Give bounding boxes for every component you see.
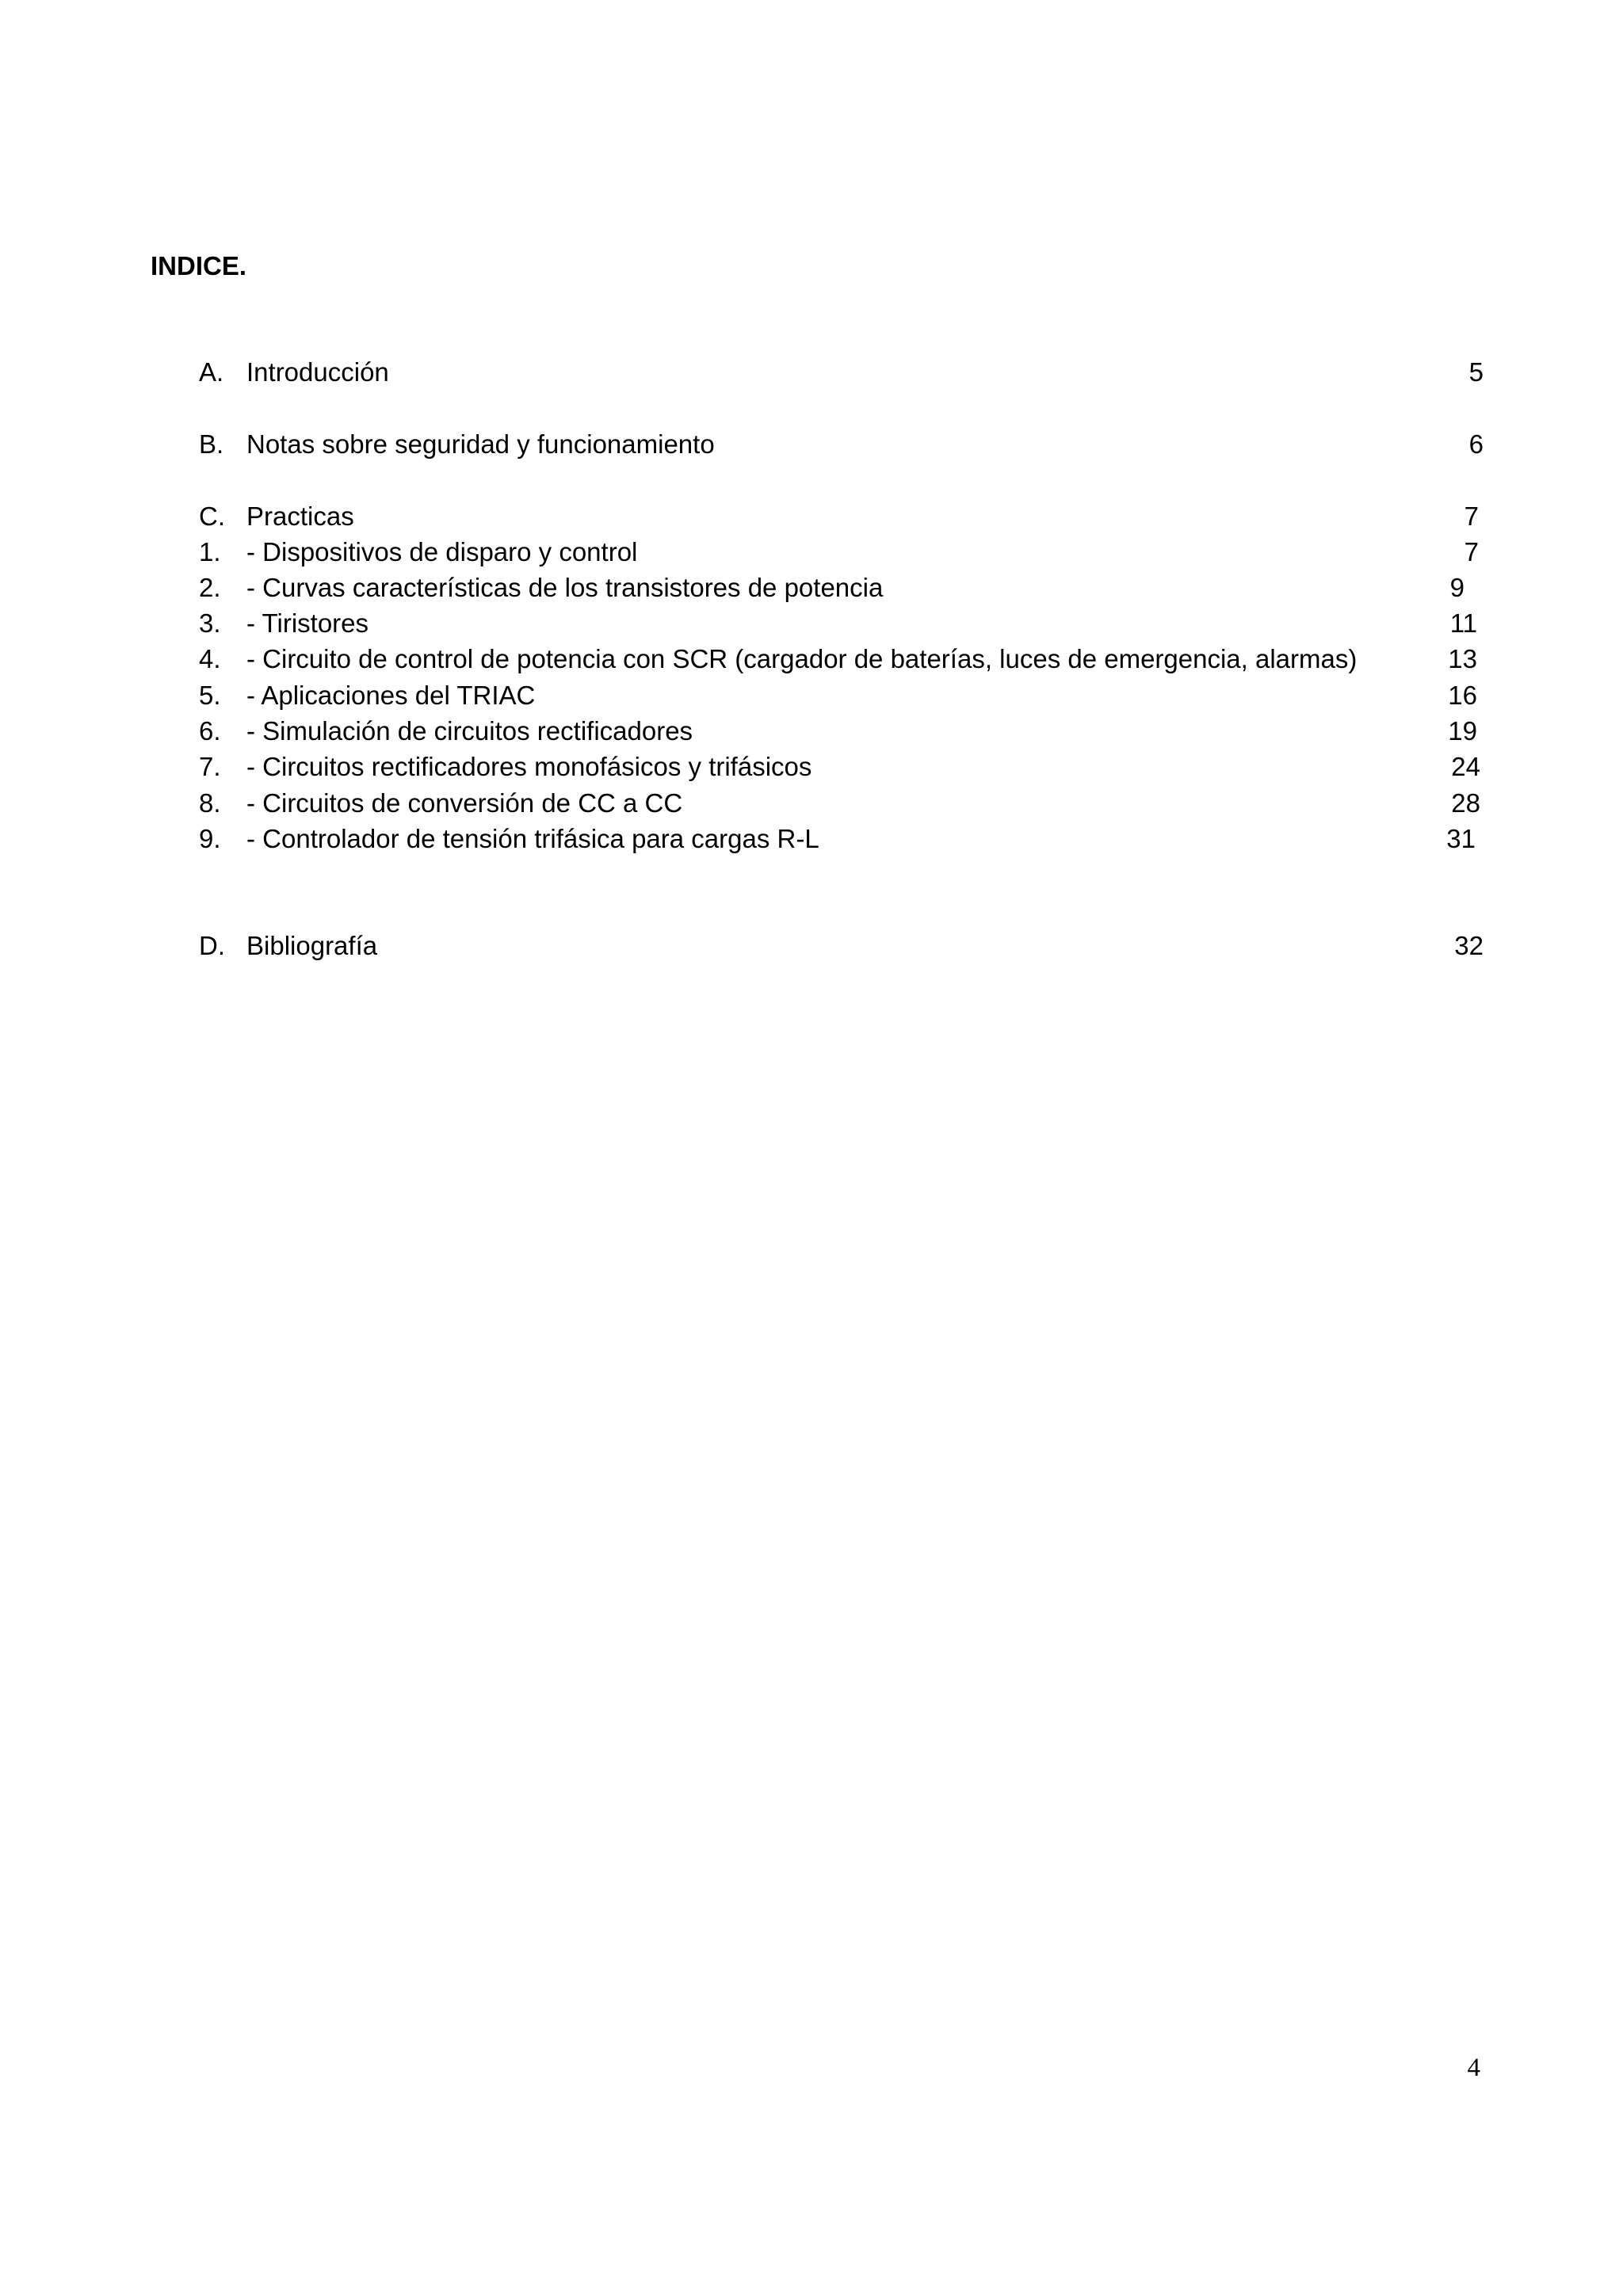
toc-entry	[0, 499, 1623, 534]
toc-entry-label: 6.	[199, 716, 221, 746]
toc-entry-label: A.	[199, 357, 224, 387]
toc-entry	[0, 678, 1623, 713]
toc-entry-page: 5	[1468, 357, 1484, 387]
toc-entry-text: - Tiristores	[246, 608, 369, 638]
toc-title: INDICE.	[151, 251, 247, 280]
toc-entry-text: Notas sobre seguridad y funcionamiento	[246, 429, 715, 459]
toc-entry-label: 9.	[199, 824, 221, 853]
toc-entry	[0, 749, 1623, 784]
toc-entry	[0, 535, 1623, 570]
toc-entry-page: 11	[1449, 608, 1477, 638]
toc-entry-page: 19	[1448, 716, 1477, 746]
toc-entry-page: 16	[1448, 681, 1477, 710]
toc-entry-label: 8.	[199, 788, 221, 818]
toc-entry-page: 7	[1464, 537, 1479, 566]
toc-entry-label: 1.	[199, 537, 221, 566]
toc-entry	[0, 714, 1623, 749]
toc-entry-page: 24	[1451, 752, 1480, 781]
toc-entry-label: 5.	[199, 681, 221, 710]
toc-entry-text: - Aplicaciones del TRIAC	[246, 681, 536, 710]
toc-entry-label: C.	[199, 502, 225, 531]
toc-entry-text: - Circuitos de conversión de CC a CC	[246, 788, 683, 818]
toc-entry-text: - Simulación de circuitos rectificadores	[246, 716, 693, 746]
toc-entry-page: 28	[1451, 788, 1480, 818]
toc-entry-text: Bibliografía	[246, 931, 378, 960]
toc-entry	[0, 786, 1623, 821]
toc-entry	[0, 929, 1623, 963]
page-number: 4	[1467, 2054, 1480, 2082]
toc-entry-text: Practicas	[246, 502, 354, 531]
toc-entry	[0, 606, 1623, 641]
toc-entry-text: - Controlador de tensión trifásica para cargas R-L	[246, 824, 819, 853]
toc-entry-label: 2.	[199, 573, 221, 602]
toc-entry-page: 6	[1468, 429, 1484, 459]
toc-entry-text: - Curvas características de los transistores de potencia	[246, 573, 884, 602]
toc-entry	[0, 355, 1623, 390]
toc-entry-text: - Dispositivos de disparo y control	[246, 537, 638, 566]
toc-entry	[0, 427, 1623, 462]
toc-entry-label: D.	[199, 931, 225, 960]
toc-entry-page: 7	[1464, 502, 1479, 531]
toc-entry-page: 13	[1448, 644, 1477, 673]
toc-entry-text: Introducción	[246, 357, 389, 387]
toc-entry-text: - Circuitos rectificadores monofásicos y trifásicos	[246, 752, 812, 781]
toc-entry	[0, 570, 1623, 605]
toc-entry-text: - Circuito de control de potencia con SCR (cargador de baterías, luces de emergencia, alarmas)	[246, 644, 1358, 673]
toc-entry-label: 4.	[199, 644, 221, 673]
toc-entry-page: 32	[1454, 931, 1484, 960]
toc-entry-label: 3.	[199, 608, 221, 638]
toc-entry-label: B.	[199, 429, 224, 459]
toc-entry-page: 9	[1449, 573, 1465, 602]
toc-entry	[0, 642, 1623, 677]
toc-entry	[0, 822, 1623, 856]
toc-entry-page: 31	[1446, 824, 1476, 853]
toc-entry-label: 7.	[199, 752, 221, 781]
